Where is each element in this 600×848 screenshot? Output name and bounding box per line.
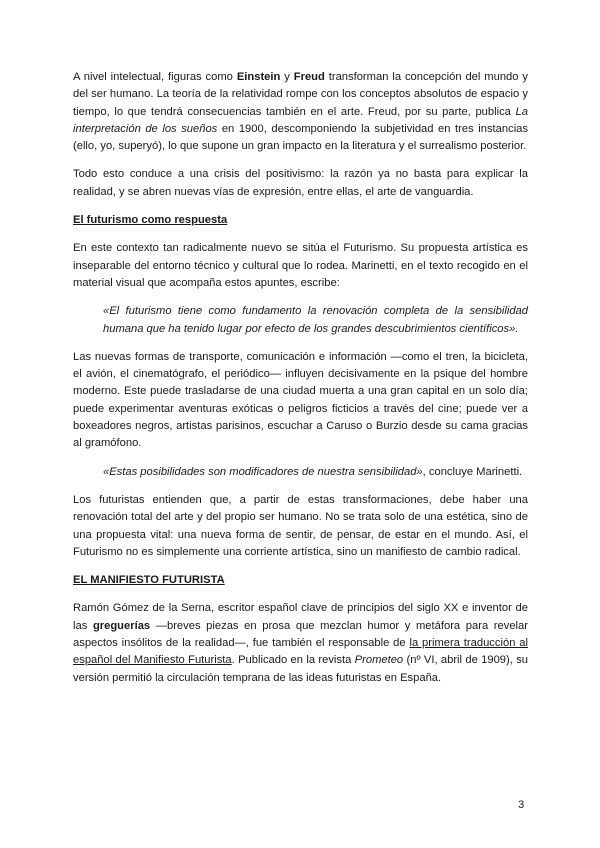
quote-marinetti-2 <box>103 464 528 481</box>
text: en 1900, descomponiendo la subjetividad en tres instancias (ello, yo, superyó), lo que supone un gran impacto en la literatura y el surrealismo posterior. <box>73 122 529 153</box>
translation-link[interactable]: la primera traducción al español del Manifiesto Futurista <box>73 637 528 667</box>
journal-title: Prometeo <box>354 654 404 667</box>
term-greguerias: greguerías <box>92 619 151 632</box>
quote-text: «Estas posibilidades son modificadores de nuestra sensibilidad» <box>103 465 423 478</box>
section-heading-futurism-response: El futurismo como respuesta <box>73 214 228 227</box>
paragraph-renovation: Los futuristas entienden que, a partir de estas transformaciones, debe haber una renovación total del arte y del propio ser humano. No se trata solo de una estética, sino de una propuesta vital: una nueva forma de sentir, de pensar, de estar en el mundo. Así, el Futurismo no es simplemente una corriente artística, sino un manifiesto de cambio radical. <box>73 493 528 558</box>
text: A nivel intelectual, figuras como <box>73 71 237 83</box>
paragraph-gomez-serna <box>73 600 528 686</box>
paragraph-intellectual <box>73 69 528 155</box>
paragraph-positivism: Todo esto conduce a una crisis del positivismo: la razón ya no basta para explicar la realidad, y se abren nuevas vías de expresión, entre ellas, el arte de vanguardia. <box>73 168 528 198</box>
name-einstein: Einstein <box>236 71 281 83</box>
text: . Publicado en la revista <box>231 654 355 667</box>
section-heading-manifesto: EL MANIFIESTO FUTURISTA <box>73 574 225 587</box>
paragraph-transport: Las nuevas formas de transporte, comunicación e información —como el tren, la bicicleta, el avión, el cinematógrafo, el periódico— influyen decisivamente en la psique del hombre moderno. Este puede trasladarse de una ciudad muerta a una gran capital en un solo día; puede experimentar aventuras exóticas o peligros ficticios a través del cine; puede ver a boxeadores negros, artistas parisinos, escuchar a Caruso o Burzio desde su cama gracias al gramófono. <box>73 350 528 450</box>
quote-attribution: , concluye Marinetti. <box>422 465 523 478</box>
book-title: La interpretación de los sueños <box>73 105 528 135</box>
paragraph-context: En este contexto tan radicalmente nuevo se sitúa el Futurismo. Su propuesta artística es inseparable del entorno técnico y cultural que lo rodea. Marinetti, en el texto recogido en el material visual que acompaña estos apuntes, escribe: <box>73 242 528 289</box>
text: y <box>280 71 294 83</box>
quote-marinetti-1: «El futurismo tiene como fundamento la renovación completa de la sensibilidad humana que ha tenido lugar por efecto de los grandes descubrimientos científicos». <box>103 305 528 335</box>
page-number: 3 <box>518 799 525 811</box>
name-freud: Freud <box>293 71 325 83</box>
text: (nº VI, abril de 1909), su versión permitió la circulación temprana de las ideas futuristas en España. <box>73 654 529 684</box>
text: transforman la concepción del mundo y del ser humano. La teoría de la relatividad rompe con los conceptos absolutos de espacio y tiempo, lo que tendrá consecuencias también en el arte. Freud, por su parte, publica <box>73 71 528 118</box>
document-page <box>73 69 528 698</box>
text: Ramón Gómez de la Serna, escritor español clave de principios del siglo XX e inventor de las <box>73 602 528 632</box>
text: —breves piezas en prosa que mezclan humor y metáfora para revelar aspectos insólitos de la realidad—, fue también el responsable de <box>73 619 528 650</box>
